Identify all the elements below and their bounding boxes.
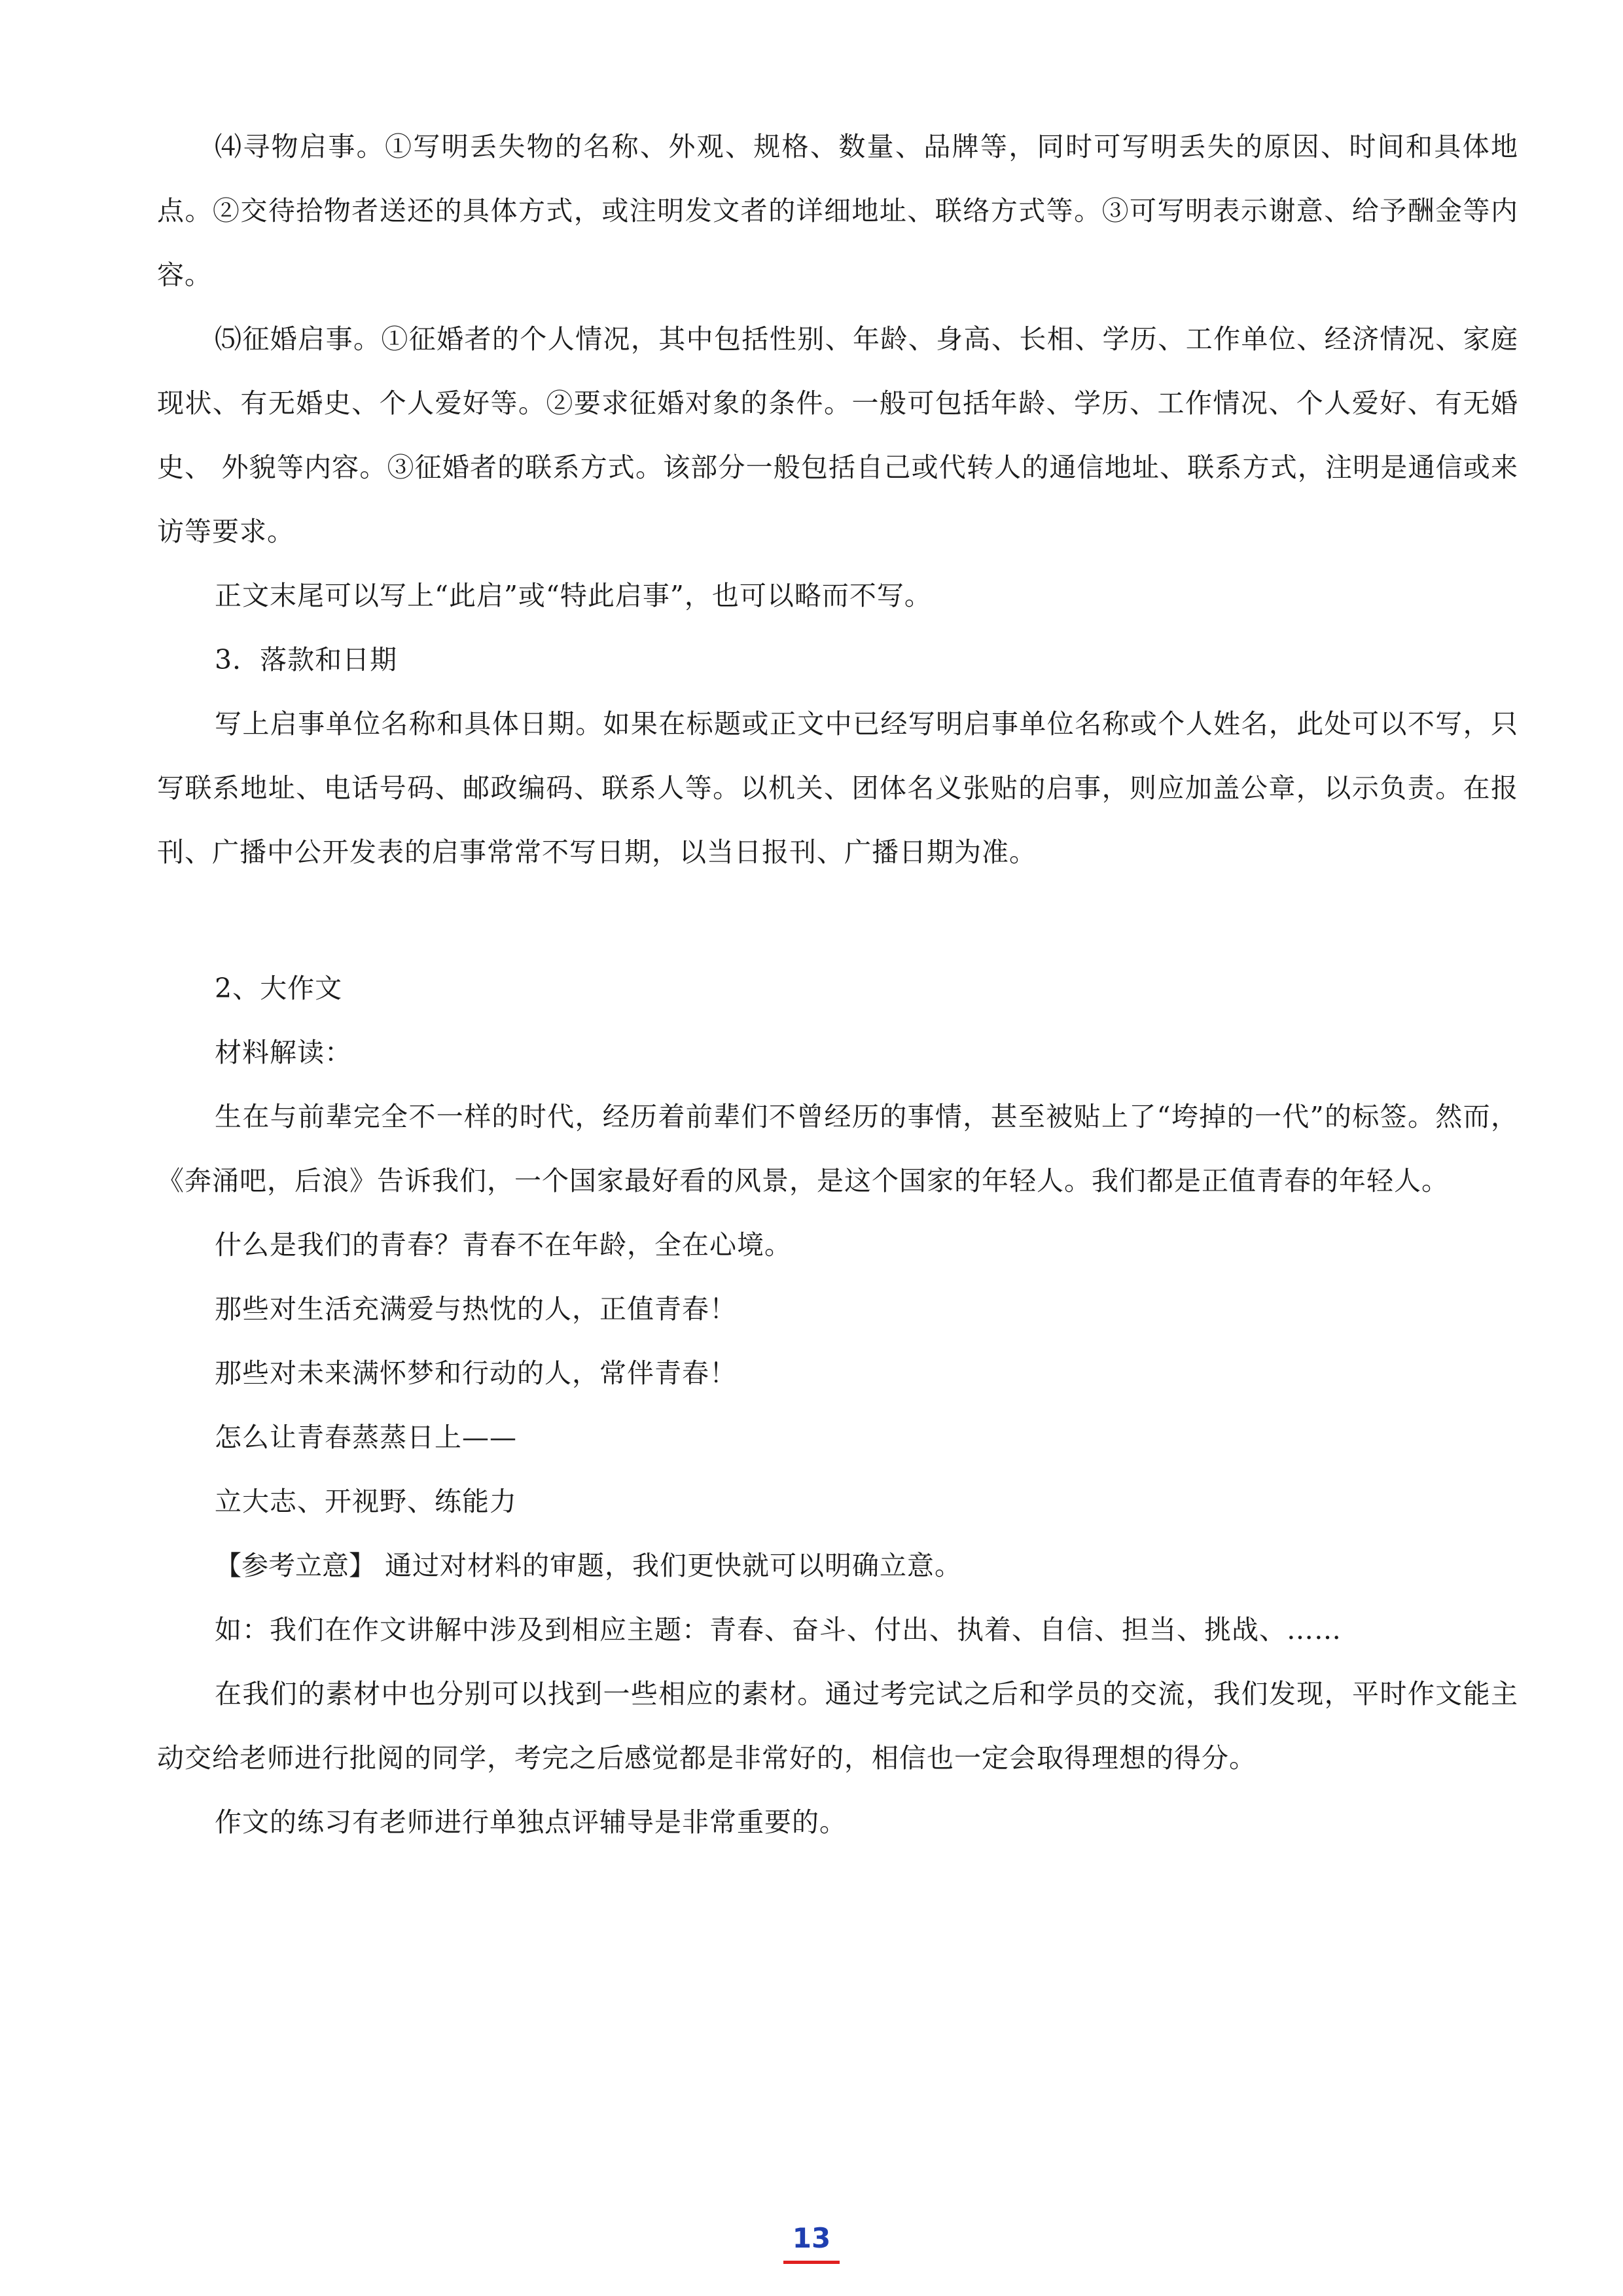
page-number: 13 <box>783 2219 840 2264</box>
paragraph-practice: 作文的练习有老师进行单独点评辅导是非常重要的。 <box>215 1806 847 1838</box>
document-body <box>157 115 1518 1854</box>
section-heading-signature-date: 3．落款和日期 <box>215 644 398 675</box>
paragraph-marriage-notice: ⑸征婚启事。①征婚者的个人情况，其中包括性别、年龄、身高、长相、学历、工作单位、经济情况、家庭现状、有无婚史、个人爱好等。②要求征婚对象的条件。一般可包括年龄、学历、工作情况、个人爱好、有无婚史、 外貌等内容。③征婚者的联系方式。该部分一般包括自己或代转人的通信地址、联系方式，注明是通信或来访等要求。 <box>157 323 1518 547</box>
section-heading-essay: 2、大作文 <box>215 973 343 1004</box>
paragraph-signature-date: 写上启事单位名称和具体日期。如果在标题或正文中已经写明启事单位名称或个人姓名，此处可以不写，只写联系地址、电话号码、邮政编码、联系人等。以机关、团体名义张贴的启事，则应加盖公章，以示负责。在报刊、广播中公开发表的启事常常不写日期，以当日报刊、广播日期为准。 <box>157 708 1518 868</box>
paragraph-youth-line-3: 怎么让青春蒸蒸日上—— <box>215 1422 517 1453</box>
paragraph-youth-question: 什么是我们的青春？青春不在年龄，全在心境。 <box>215 1229 792 1261</box>
subheading-material-reading: 材料解读： <box>215 1037 352 1068</box>
paragraph-material: 生在与前辈完全不一样的时代，经历着前辈们不曾经历的事情，甚至被贴上了“垮掉的一代”的标签。然而，《奔涌吧，后浪》告诉我们，一个国家最好看的风景，是这个国家的年轻人。我们都是正值青春的年轻人。 <box>157 1101 1518 1196</box>
paragraph-youth-line-4: 立大志、开视野、练能力 <box>215 1486 517 1517</box>
reference-idea-label: 【参考立意】 <box>215 1550 376 1581</box>
paragraph-materials: 在我们的素材中也分别可以找到一些相应的素材。通过考完试之后和学员的交流，我们发现，平时作文能主动交给老师进行批阅的同学，考完之后感觉都是非常好的，相信也一定会取得理想的得分。 <box>157 1678 1518 1774</box>
reference-idea-text: 通过对材料的审题，我们更快就可以明确立意。 <box>376 1550 963 1581</box>
paragraph-youth-line-2: 那些对未来满怀梦和行动的人，常伴青春！ <box>215 1357 737 1389</box>
page-footer <box>0 2219 1623 2264</box>
paragraph-youth-line-1: 那些对生活充满爱与热忱的人，正值青春！ <box>215 1293 737 1325</box>
paragraph-closing-phrase: 正文末尾可以写上“此启”或“特此启事”，也可以略而不写。 <box>215 580 932 611</box>
paragraph-reference-idea <box>157 1534 1518 1598</box>
paragraph-themes: 如：我们在作文讲解中涉及到相应主题：青春、奋斗、付出、执着、自信、担当、挑战、…… <box>215 1614 1342 1645</box>
paragraph-lost-item-notice: ⑷寻物启事。①写明丢失物的名称、外观、规格、数量、品牌等，同时可写明丢失的原因、时间和具体地点。②交待拾物者送还的具体方式，或注明发文者的详细地址、联络方式等。③可写明表示谢意、给予酬金等内容。 <box>157 131 1518 291</box>
